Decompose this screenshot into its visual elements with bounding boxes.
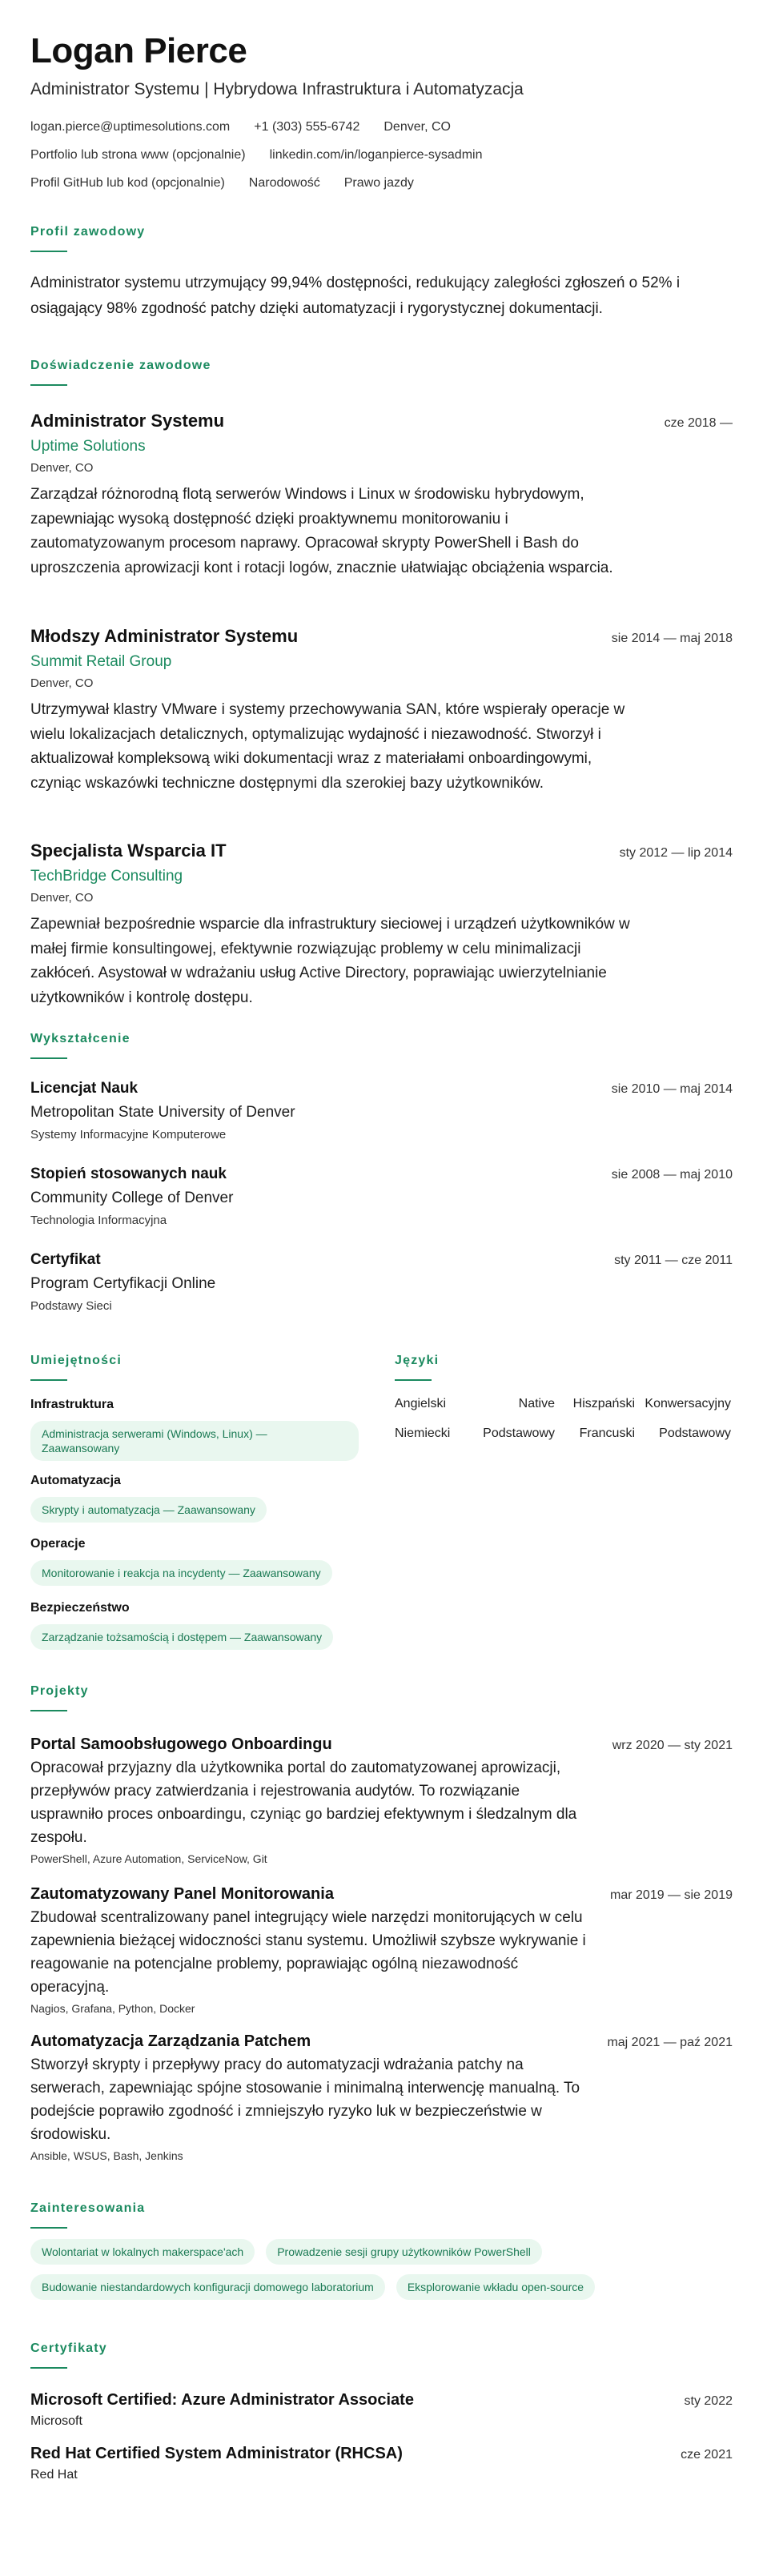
job-company: TechBridge Consulting: [30, 868, 183, 885]
skill-group: [30, 1473, 367, 1523]
project-tech: Nagios, Grafana, Python, Docker: [30, 2002, 195, 2015]
job-title: Młodszy Administrator Systemu: [30, 626, 299, 646]
language-name: Francuski: [579, 1426, 635, 1440]
job-date: sie 2014 — maj 2018: [611, 632, 733, 645]
interests-list: [30, 2239, 733, 2300]
certificate-title: Microsoft Certified: Azure Administrator Associate: [30, 2391, 414, 2409]
project-description: Opracował przyjazny dla użytkownika portal do zautomatyzowanej aprowizacji, przepływów pracy zatwierdzania i rejestrowania audytów. To rozwiązanie usprawniło proces onboardingu, czyniąc go bardziej efektywnym i śledzalnym dla zespołu.: [30, 1759, 577, 1846]
project-tech: Ansible, WSUS, Bash, Jenkins: [30, 2149, 183, 2162]
contact-row-2: [30, 146, 733, 164]
language-level: Podstawowy: [659, 1426, 731, 1440]
section-title: Wykształcenie: [30, 1032, 131, 1045]
skill-chip: Skrypty i automatyzacja — Zaawansowany: [30, 1497, 267, 1523]
skill-category: Infrastruktura: [30, 1398, 114, 1411]
certificate-date: cze 2021: [681, 2448, 733, 2462]
skill-chip: Administracja serwerami (Windows, Linux) — Zaawansowany: [30, 1421, 359, 1461]
headline: Administrator Systemu | Hybrydowa Infrastruktura i Automatyzacja: [30, 80, 524, 98]
interest-chip: Prowadzenie sesji grupy użytkowników PowerShell: [266, 2239, 542, 2265]
section-divider: [30, 1710, 67, 1711]
skill-chip: Monitorowanie i reakcja na incydenty — Zaawansowany: [30, 1560, 332, 1586]
section-divider: [30, 2367, 67, 2369]
job-description: Zapewniał bezpośrednie wsparcie dla infrastruktury sieciowej i urządzeń użytkowników w małej firmie konsultingowej, efektywnie rozwiązując problemy w celu minimalizacji zakłóceń. Asystował w wdrażaniu usług Active Directory, poprawiając uwierzytelnianie użytkowników i kontrolę dostępu.: [30, 916, 630, 1006]
certificate-entry: [30, 2443, 733, 2483]
section-title: Zainteresowania: [30, 2201, 146, 2215]
language-row: [395, 1395, 731, 1413]
contact-row-3: [30, 175, 733, 192]
section-title: Języki: [395, 1354, 440, 1367]
education-field: Technologia Informacyjna: [30, 1214, 167, 1227]
section-divider: [395, 1379, 432, 1381]
certificate-date: sty 2022: [684, 2394, 733, 2408]
language-name: Angielski: [395, 1397, 447, 1410]
education-entry: [30, 1165, 733, 1229]
section-title: Certyfikaty: [30, 2341, 107, 2355]
job-title: Specjalista Wsparcia IT: [30, 841, 227, 861]
linkedin-link[interactable]: linkedin.com/in/loganpierce-sysadmin: [269, 148, 483, 162]
skill-category: Bezpieczeństwo: [30, 1601, 130, 1615]
education-entry: [30, 1079, 733, 1143]
project-date: maj 2021 — paź 2021: [607, 2036, 733, 2049]
language-name: Niemiecki: [395, 1426, 451, 1440]
github-link[interactable]: Profil GitHub lub kod (opcjonalnie): [30, 176, 225, 190]
experience-section: [30, 358, 733, 386]
nationality-text: Narodowość: [248, 176, 320, 190]
education-degree: Licencjat Nauk: [30, 1080, 139, 1097]
education-date: sie 2010 — maj 2014: [611, 1082, 733, 1096]
candidate-name: Logan Pierce: [30, 31, 247, 70]
section-divider: [30, 1057, 67, 1059]
job-title: Administrator Systemu: [30, 411, 225, 431]
education-date: sty 2011 — cze 2011: [614, 1254, 733, 1267]
project-description: Stworzył skrypty i przepływy pracy do automatyzacji wdrażania patchy na serwerach, zapewniając spójne stosowanie i minimalną interwencję manualną. To podejście poprawiło zgodność i zmniejszyło ryzyko luk w bezpieczeństwie w środowisku.: [30, 2056, 580, 2143]
education-date: sie 2008 — maj 2010: [611, 1168, 733, 1182]
project-tech: PowerShell, Azure Automation, ServiceNow, Git: [30, 1852, 267, 1865]
project-title: Portal Samoobsługowego Onboardingu: [30, 1735, 332, 1753]
job-description: Zarządzał różnorodną flotą serwerów Windows i Linux w środowisku hybrydowym, zapewniając wysoką dostępność dzięki proaktywnemu monitorowaniu i zautomatyzowanym procesom naprawy. Opracował skrypty PowerShell i Bash do uproszczenia aprowizacji kont i rotacji logów, znacznie ułatwiając obciążenia wsparcia.: [30, 486, 613, 576]
job-date: cze 2018 —: [664, 416, 733, 430]
project-entry: [30, 2031, 733, 2164]
education-degree: Certyfikat: [30, 1251, 101, 1268]
interest-chip: Wolontariat w lokalnych makerspace'ach: [30, 2239, 255, 2265]
education-entry: [30, 1250, 733, 1314]
skill-group: [30, 1600, 367, 1650]
section-divider: [30, 384, 67, 386]
project-entry: [30, 1734, 733, 1867]
job-entry: [30, 840, 733, 1010]
project-title: Automatyzacja Zarządzania Patchem: [30, 2032, 311, 2050]
resume-header: [30, 30, 733, 192]
license-text: Prawo jazdy: [343, 176, 414, 190]
education-school: Program Certyfikacji Online: [30, 1275, 216, 1292]
profile-text: Administrator systemu utrzymujący 99,94% dostępności, redukujący zaległości zgłoszeń o 52% i osiągający 98% zgodność patchy dzięki automatyzacji i rygorystycznej dokumentacji.: [30, 275, 681, 317]
languages-list: [395, 1395, 731, 1442]
section-title: Projekty: [30, 1684, 89, 1698]
language-name: Hiszpański: [572, 1397, 635, 1410]
job-company: Summit Retail Group: [30, 653, 172, 670]
job-date: sty 2012 — lip 2014: [619, 846, 733, 860]
certificate-issuer: Microsoft: [30, 2414, 82, 2428]
certificate-issuer: Red Hat: [30, 2468, 78, 2482]
job-company: Uptime Solutions: [30, 438, 146, 455]
profile-section: [30, 224, 733, 322]
interest-chip: Eksplorowanie wkładu open-source: [396, 2274, 595, 2300]
email-link[interactable]: logan.pierce@uptimesolutions.com: [30, 120, 231, 134]
education-school: Community College of Denver: [30, 1190, 234, 1206]
phone-link[interactable]: +1 (303) 555-6742: [254, 120, 360, 134]
project-description: Zbudował scentralizowany panel integrujący wiele narzędzi monitorujących w celu zapewnienia bieżącej widoczności stanu systemu. Umożliwił szybsze wykrywanie i reagowanie na potencjalne problemy, poprawiając ogólną niezawodność operacyjną.: [30, 1909, 586, 1996]
section-divider: [30, 251, 67, 252]
languages-section: [395, 1353, 731, 1381]
job-location: Denver, CO: [30, 461, 94, 475]
skills-section: [30, 1353, 351, 1381]
interests-section: [30, 2201, 733, 2229]
interest-chip: Budowanie niestandardowych konfiguracji domowego laboratorium: [30, 2274, 385, 2300]
education-section: [30, 1031, 733, 1059]
project-title: Zautomatyzowany Panel Monitorowania: [30, 1885, 334, 1903]
certificate-entry: [30, 2389, 733, 2430]
skill-category: Operacje: [30, 1537, 86, 1551]
education-degree: Stopień stosowanych nauk: [30, 1166, 227, 1182]
education-field: Systemy Informacyjne Komputerowe: [30, 1128, 227, 1142]
job-entry: [30, 410, 733, 580]
section-title: Profil zawodowy: [30, 225, 146, 239]
job-entry: [30, 625, 733, 796]
language-level: Konwersacyjny: [645, 1397, 731, 1410]
education-field: Podstawy Sieci: [30, 1299, 112, 1313]
projects-section: [30, 1683, 733, 1711]
section-divider: [30, 1379, 67, 1381]
job-description: Utrzymywał klastry VMware i systemy przechowywania SAN, które wspierały operacje w wielu lokalizacjach detalicznych, optymalizując wydajność i niezawodność. Stworzył i aktualizował kompleksową wiki dokumentacji wraz z materiałami onboardingowymi, czyniąc wskazówki techniczne dostępnymi dla szerokiej bazy użytkowników.: [30, 701, 625, 792]
skill-group: [30, 1397, 367, 1461]
language-level: Native: [518, 1397, 555, 1410]
language-level: Podstawowy: [483, 1426, 555, 1440]
project-date: mar 2019 — sie 2019: [610, 1888, 733, 1902]
contact-row-1: [30, 118, 733, 136]
job-location: Denver, CO: [30, 891, 94, 905]
section-divider: [30, 2227, 67, 2229]
skill-chip: Zarządzanie tożsamością i dostępem — Zaawansowany: [30, 1624, 333, 1650]
location-text: Denver, CO: [384, 120, 451, 134]
certificates-section: [30, 2341, 733, 2369]
education-school: Metropolitan State University of Denver: [30, 1104, 295, 1121]
certificate-title: Red Hat Certified System Administrator (RHCSA): [30, 2445, 403, 2462]
language-row: [395, 1425, 731, 1442]
section-title: Umiejętności: [30, 1354, 122, 1367]
section-title: Doświadczenie zawodowe: [30, 359, 211, 372]
project-entry: [30, 1884, 733, 2016]
skill-group: [30, 1536, 367, 1586]
project-date: wrz 2020 — sty 2021: [612, 1739, 733, 1752]
skill-category: Automatyzacja: [30, 1474, 121, 1487]
job-location: Denver, CO: [30, 676, 94, 690]
portfolio-link[interactable]: Portfolio lub strona www (opcjonalnie): [30, 148, 246, 162]
